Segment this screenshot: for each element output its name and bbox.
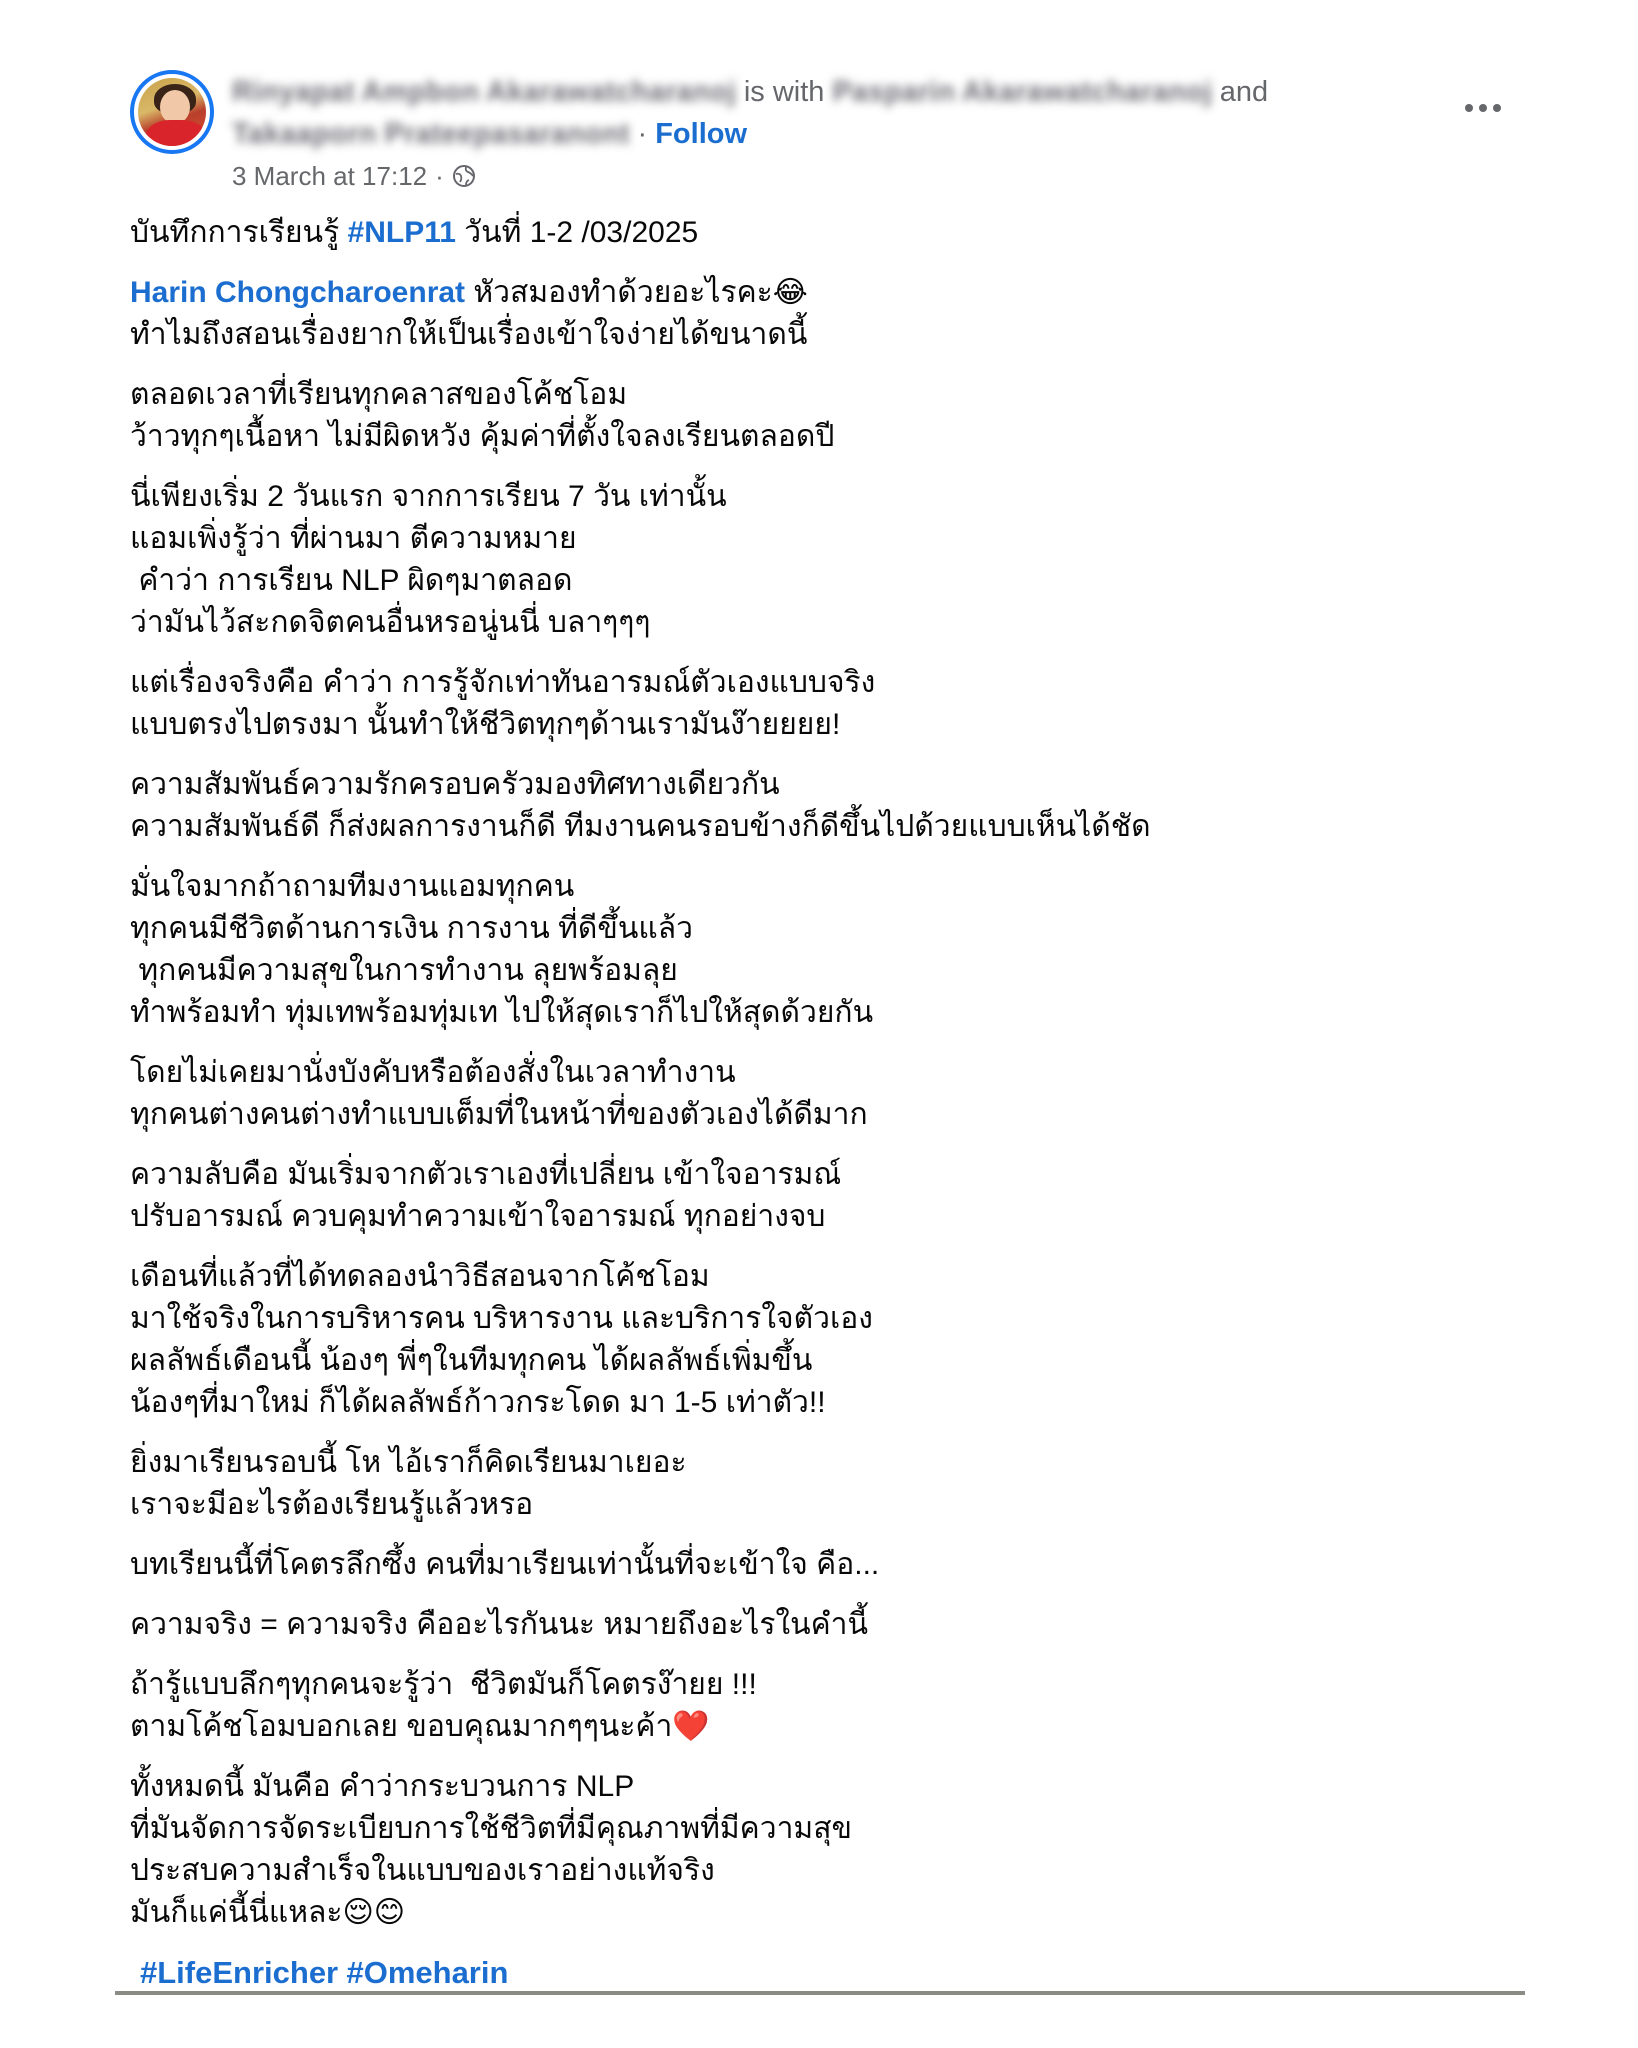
- post-paragraph: [130, 764, 1520, 848]
- post-paragraph: [130, 1256, 1520, 1424]
- globe-icon[interactable]: [452, 164, 476, 188]
- mention-link[interactable]: Harin Chongcharoenrat: [130, 276, 466, 309]
- post-paragraph: [130, 866, 1520, 1034]
- smile-emojis: 😌😊: [342, 1896, 406, 1929]
- post-divider: [115, 1991, 1525, 1995]
- post-paragraph: [130, 662, 1520, 746]
- post-body: [130, 212, 1520, 1995]
- post-line: ผลลัพธ์เดือนนี้ น้องๆ พี่ๆในทีมทุกคน ได้ผลลัพธ์เพิ่มขึ้น: [130, 1344, 813, 1377]
- post-line: ทุกคนมีชีวิตด้านการเงิน การงาน ที่ดีขึ้นแล้ว: [130, 912, 693, 945]
- post-line: คำว่า การเรียน NLP ผิดๆมาตลอด: [130, 564, 573, 597]
- author-name[interactable]: Rinyapat Ampbon Akarawatcharanoj: [232, 75, 736, 108]
- post-line: ว่ามันไว้สะกดจิตคนอื่นหรอนู่นนี่ บลาๆๆๆ: [130, 606, 651, 639]
- post-hashtags: [130, 1952, 1520, 1995]
- hashtag-nlp11[interactable]: #NLP11: [347, 216, 456, 249]
- avatar-photo: [138, 78, 206, 146]
- post-line: ตลอดเวลาที่เรียนทุกคลาสของโค้ชโอม: [130, 378, 628, 411]
- meta-separator: ·: [435, 160, 444, 191]
- tagged-person-1[interactable]: Pasparin Akarawatcharanoj: [832, 75, 1212, 108]
- post-line: ประสบความสำเร็จในแบบของเราอย่างแท้จริง: [130, 1854, 715, 1887]
- follow-button[interactable]: Follow: [655, 117, 748, 150]
- post-line: โดยไม่เคยมานั่งบังคับหรือต้องสั่งในเวลาทำงาน: [130, 1056, 736, 1089]
- post-line: ความจริง = ความจริง คืออะไรกันนะ หมายถึงอะไรในคำนี้: [130, 1608, 869, 1641]
- post-line: ที่มันจัดการจัดระเบียบการใช้ชีวิตที่มีคุณภาพที่มีความสุข: [130, 1812, 853, 1845]
- post-line-text: ตามโค้ชโอมบอกเลย ขอบคุณมากๆๆนะค้า: [130, 1710, 673, 1743]
- post-line: เราจะมีอะไรต้องเรียนรู้แล้วหรอ: [130, 1488, 534, 1521]
- post-line: [130, 272, 1520, 314]
- post-line: ทำไมถึงสอนเรื่องยากให้เป็นเรื่องเข้าใจง่ายได้ขนาดนี้: [130, 318, 808, 351]
- laughing-emoji: 😂: [772, 276, 808, 309]
- post-line: ความลับคือ มันเริ่มจากตัวเราเองที่เปลี่ยน เข้าใจอารมณ์: [130, 1158, 842, 1191]
- post-paragraph: [130, 1766, 1520, 1934]
- hashtag-omeharin[interactable]: #Omeharin: [346, 1955, 509, 1990]
- post-paragraph: [130, 1052, 1520, 1136]
- post-line: [130, 212, 1520, 254]
- post-line: ยิ่งมาเรียนรอบนี้ โห ไอ้เราก็คิดเรียนมาเยอะ: [130, 1446, 687, 1479]
- post-line-text: บันทึกการเรียนรู้: [130, 216, 348, 249]
- post-header-line-2: [232, 114, 747, 154]
- post-header-line-1: [232, 72, 1276, 112]
- post-paragraph-group: [130, 374, 1520, 1646]
- post-paragraph: [130, 1604, 1520, 1646]
- post-line: มั่นใจมากถ้าถามทีมงานแอมทุกคน: [130, 870, 575, 903]
- post-line: เดือนที่แล้วที่ได้ทดลองนำวิธีสอนจากโค้ชโอม: [130, 1260, 710, 1293]
- post-line: แบบตรงไปตรงมา นั้นทำให้ชีวิตทุกๆด้านเรามันง๊ายยยย!: [130, 708, 841, 741]
- post-line: ว้าวทุกๆเนื้อหา ไม่มีผิดหวัง คุ้มค่าที่ตั้งใจลงเรียนตลอดปี: [130, 420, 835, 453]
- post-line: มาใช้จริงในการบริหารคน บริหารงาน และบริการใจตัวเอง: [130, 1302, 873, 1335]
- post-line-text: วันที่ 1-2 /03/2025: [455, 216, 699, 249]
- post-paragraph: [130, 1154, 1520, 1238]
- post-line: [130, 1892, 1520, 1934]
- post-line: ทั้งหมดนี้ มันคือ คำว่ากระบวนการ NLP: [130, 1770, 635, 1803]
- with-text: is with: [743, 75, 825, 108]
- post-line-text: หัวสมองทำด้วยอะไรคะ: [465, 276, 773, 309]
- header-separator: ·: [637, 117, 648, 150]
- post-line: [130, 1706, 1520, 1748]
- post-line: แต่เรื่องจริงคือ คำว่า การรู้จักเท่าทันอารมณ์ตัวเองแบบจริง: [130, 666, 876, 699]
- post-line: แอมเพิ่งรู้ว่า ที่ผ่านมา ตีความหมาย: [130, 522, 577, 555]
- post-line: ความสัมพันธ์ดี ก็ส่งผลการงานก็ดี ทีมงานคนรอบข้างก็ดีขึ้นไปด้วยแบบเห็นได้ชัด: [130, 810, 1151, 843]
- post-timestamp[interactable]: 3 March at 17:12: [232, 160, 428, 191]
- post-paragraph: [130, 272, 1520, 356]
- hashtag-lifeenricher[interactable]: #LifeEnricher: [140, 1955, 339, 1990]
- post-paragraph: [130, 374, 1520, 458]
- author-avatar[interactable]: [130, 70, 214, 154]
- tagged-person-2[interactable]: Takaaporn Prateepasaranont: [232, 117, 630, 150]
- post-paragraph: [130, 476, 1520, 644]
- post-meta: [232, 158, 476, 194]
- post-line: บทเรียนนี้ที่โคตรลึกซึ้ง คนที่มาเรียนเท่านั้นที่จะเข้าใจ คือ...: [130, 1548, 880, 1581]
- post-line: ปรับอารมณ์ ควบคุมทำความเข้าใจอารมณ์ ทุกอย่างจบ: [130, 1200, 826, 1233]
- post-line: ทุกคนต่างคนต่างทำแบบเต็มที่ในหน้าที่ของตัวเองได้ดีมาก: [130, 1098, 868, 1131]
- post-paragraph: [130, 1442, 1520, 1526]
- post-line-text: มันก็แค่นี้นี่แหละ: [130, 1896, 343, 1929]
- more-options-icon[interactable]: [1456, 86, 1510, 130]
- post-paragraph: [130, 1664, 1520, 1748]
- post-line: ทำพร้อมทำ ทุ่มเทพร้อมทุ่มเท ไปให้สุดเราก็ไปให้สุดด้วยกัน: [130, 996, 874, 1029]
- post-line: ความสัมพันธ์ความรักครอบครัวมองทิศทางเดียวกัน: [130, 768, 780, 801]
- post-line: ถ้ารู้แบบลึกๆทุกคนจะรู้ว่า ชีวิตมันก็โคตรง๊ายย !!!: [130, 1668, 757, 1701]
- heart-emoji: ❤️: [672, 1710, 710, 1743]
- post-line: น้องๆที่มาใหม่ ก็ได้ผลลัพธ์ก้าวกระโดด มา 1-5 เท่าตัว!!: [130, 1386, 826, 1419]
- post-line: ทุกคนมีความสุขในการทำงาน ลุยพร้อมลุย: [130, 954, 678, 987]
- post-paragraph: [130, 1544, 1520, 1586]
- and-text: and: [1219, 75, 1269, 108]
- post-paragraph: [130, 212, 1520, 254]
- post-line: นี่เพียงเริ่ม 2 วันแรก จากการเรียน 7 วัน เท่านั้น: [130, 480, 727, 513]
